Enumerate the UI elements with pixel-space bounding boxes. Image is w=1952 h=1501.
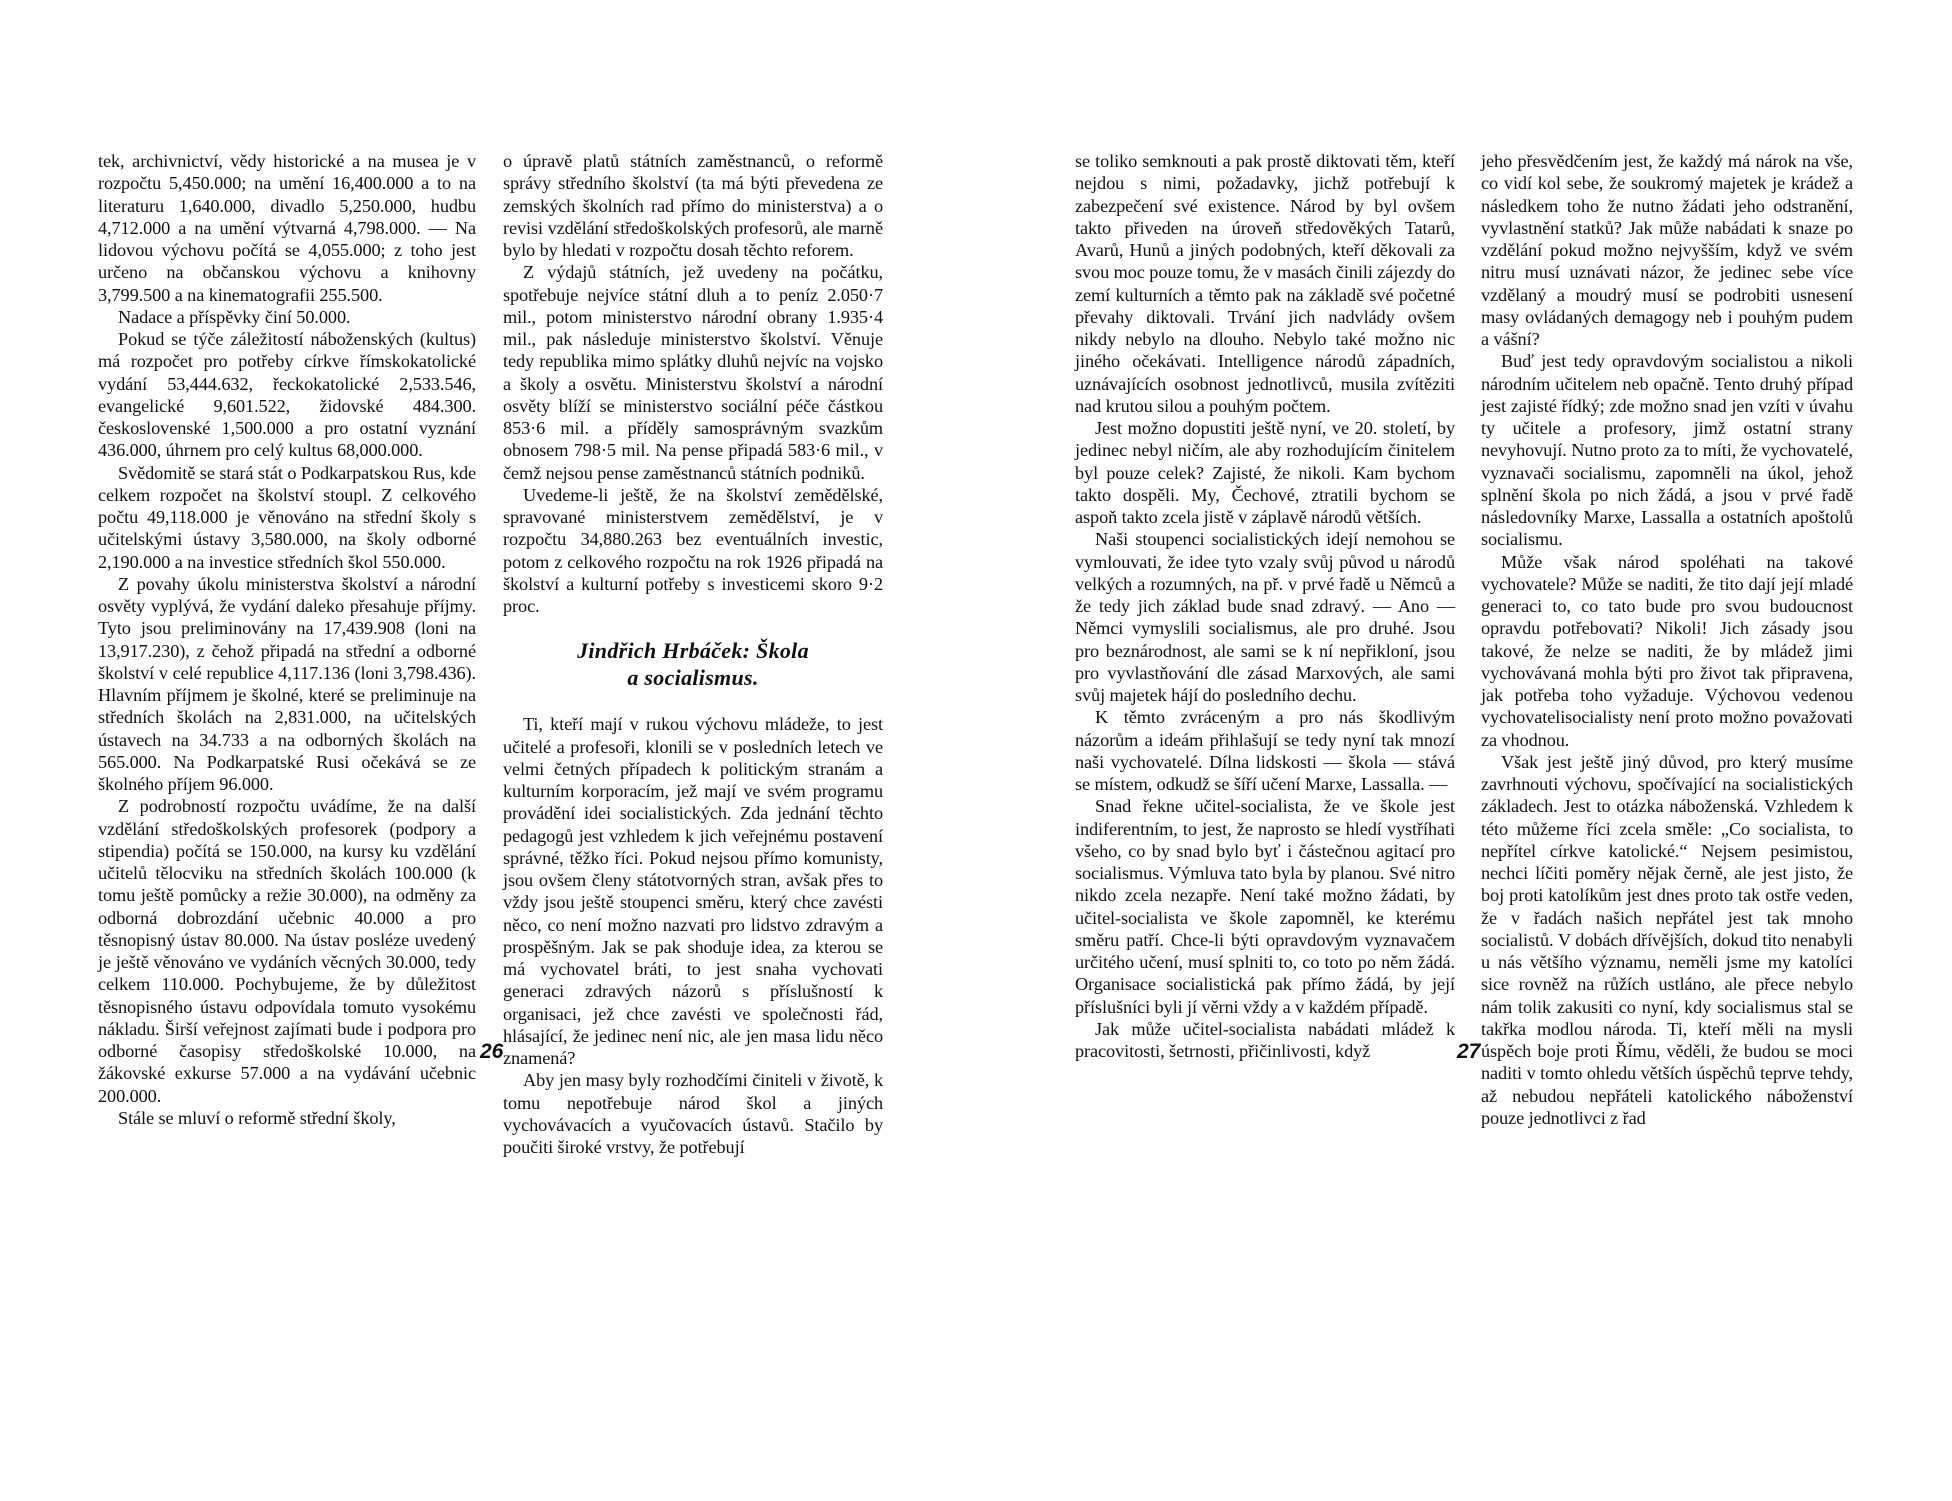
paragraph: Pokud se týče záležitostí náboženských (kultus) má rozpočet pro potřeby církve římskokatolické vydání 53,444.632, řeckokatolické 2,533.546, evangelické 9,601.522, židovské 484.300. československé 1,500.000 a pro ostatní vyznání 436.000, úhrnem pro celý kultus 68,000.000. xyxy=(98,329,476,461)
right-page xyxy=(976,0,1952,1501)
paragraph: o úpravě platů státních zaměstnanců, o reformě správy středního školství (ta má býti převedena ze zemských školních rad přímo do ministerstva) a o revisi vzdělání středoškolských profesorů, ale marně bylo by hledati v rozpočtu dosah těchto reforem. xyxy=(503,151,883,260)
paragraph: K těmto zvráceným a pro nás škodlivým názorům a ideám přihlašují se tedy nyní tak mnozí naši vychovatelé. Dílna lidskosti — škola — stává se místem, odkudž se šíří učení Marxe, Lassalla. — xyxy=(1075,707,1455,794)
right-page-column-2 xyxy=(1481,150,1853,1129)
left-page-column-2 xyxy=(503,150,883,1158)
article-title xyxy=(503,637,883,691)
left-page-column-1 xyxy=(98,150,476,1129)
paragraph: se toliko semknouti a pak prostě diktovati těm, kteří nejdou s nimi, požadavky, jichž potřebují k zabezpečení své existence. Národ by byl ovšem takto přiveden na úroveň středověkých Tatarů, Avarů, Hunů a jiných podobných, kteří děkovali za svou moc pouze tomu, že v masách činili zájezdy do zemí kulturních a těmto pak na základě své početné převahy diktovali. Trvání jich nadvlády ovšem nikdy nebylo na dlouho. Nebylo také možno nic jiného očekávati. Intelligence národů západních, uznávajících osobnost jednotlivců, musila zvítěziti nad krutou silou a pouhým počtem. xyxy=(1075,151,1455,416)
paragraph: Z povahy úkolu ministerstva školství a národní osvěty vyplývá, že vydání daleko přesahuje příjmy. Tyto jsou preliminovány na 17,439.908 (loni na 13,917.230), z čehož připadá na střední a odborné školství v celé republice 4,117.136 (loni 3,798.436). Hlavním příjmem je školné, které se preliminuje na středních školách na 2,831.000, na učitelských ústavech na 34.733 a na odborných školách na 565.000. Na Podkarpatské Rusi očekává se ze školného příjem 96.000. xyxy=(98,573,476,794)
paragraph: Aby jen masy byly rozhodčími činiteli v životě, k tomu nepotřebuje národ škol a jiných vychovávacích a vyučovacích ústavů. Stačilo by poučiti široké vrstvy, že potřebují xyxy=(503,1070,883,1157)
paragraph: Ti, kteří mají v rukou výchovu mládeže, to jest učitelé a profesoři, klonili se v posledních letech ve velmi četných případech k politickým stranám a kulturním korporacím, jež mají ve svém programu provádění idei socialistických. Zda jednání těchto pedagogů jest vzhledem k jich veřejnému postavení správné, těžko říci. Pokud nejsou přímo komunisty, jsou ovšem členy státotvorných stran, avšak přes to vždy jsou ještě stoupenci směru, který chce zavésti něco, co není možno nazvati pro lidstvo zdravým a prospěšným. Jak se pak shoduje idea, za kterou se má vychovatel bráti, to jest snaha vychovati generaci zdravých názorů s příslušností k organisaci, jež chce zavésti ve společnosti řád, hlásající, že jedinec není nic, ale jen masa lidu něco znamená? xyxy=(503,714,883,1068)
paragraph: Však jest ještě jiný důvod, pro který musíme zavrhnouti výchovu, spočívající na socialistických základech. Jest to otázka náboženská. Vzhledem k této můžeme říci zcela směle: „Co socialista, to nepřítel církve katolické.“ Nejsem pesimistou, nechci líčiti poměry nějak černě, ale jest jisto, že boj proti katolíkům jest dnes proto tak ostře veden, že v řadách našich nepřátel jest tak mnoho socialistů. V dobách dřívějších, dokud tito nenabyli u nás většího významu, neměli jsme my katolíci sice rovněž na růžích ustláno, ale přece nebylo nám tolik zakusiti co nyní, kdy socialismus stal se takřka modlou národa. Ti, kteří měli na mysli úspěch boje proti Římu, věděli, že budou se moci naditi v tomto ohledu větších úspěchů teprve tehdy, až nebudou nepřáteli katolického náboženství pouze jednotlivci z řad xyxy=(1481,751,1853,1128)
paragraph: jeho přesvědčením jest, že každý má nárok na vše, co vidí kol sebe, že soukromý majetek je krádež a následkem toho že nutno žádati jeho odstranění, vyvlastnění statků? Jak může nabádati k snaze po vzdělání pokud možno nejvyšším, když ve svém nitru musí uznávati názor, že jedinec sebe více vzdělaný a moudrý musí se podrobiti usnesení masy ovládaných demagogy neb i pouhým pudem a vášní? xyxy=(1481,151,1853,349)
paragraph: Jak může učitel-socialista nabádati mládež k pracovitosti, šetrnosti, přičinlivosti, když xyxy=(1075,1018,1455,1061)
article-title-line-1: Jindřich Hrbáček: Škola xyxy=(577,638,809,664)
paragraph: Nadace a příspěvky činí 50.000. xyxy=(118,306,351,327)
right-page-column-1 xyxy=(1075,150,1455,1062)
paragraph: Snad řekne učitel-socialista, že ve škole jest indiferentním, to jest, že naprosto se hledí vystříhati všeho, co by snad bylo byť i částečnou agitací pro socialismus. Výmluva tato byla by planou. Své nitro nikdo zcela nezapře. Není také možno žádati, by učitel-socialista ve škole zapomněl, ke kterému směru patří. Chce-li býti opravdovým vyznavačem určitého učení, musí splniti to, co toto po něm žádá. Organisace socialistická pak přímo žádá, by její příslušníci byli jí věrni vždy a v každém případě. xyxy=(1075,796,1455,1017)
paragraph: tek, archivnictví, vědy historické a na musea je v rozpočtu 5,450.000; na umění 16,400.000 a to na literaturu 1,640.000, divadlo 5,250.000, hudbu 4,712.000 a na umění výtvarná 4,798.000. — Na lidovou výchovu počítá se 4,055.000; z toho jest určeno na občanskou výchovu a knihovny 3,799.500 a na kinematografii 255.500. xyxy=(98,151,476,305)
paragraph: Z výdajů státních, jež uvedeny na počátku, spotřebuje nejvíce státní dluh a to peníz 2.050·7 mil., potom ministerstvo národní obrany 1.935·4 mil., pak následuje ministerstvo školství. Věnuje tedy republika mimo splátky dluhů nejvíc na vojsko a školy a osvětu. Ministerstvu školství a národní osvěty blíží se ministerstvo sociální péče částkou 853·6 mil. a příděly samosprávným svazkům obnosem 798·5 mil. Na pense připadá 583·6 mil., v čemž nejsou pense zaměstnanců státních podniků. xyxy=(503,262,883,483)
paragraph: Jest možno dopustiti ještě nyní, ve 20. století, by jedinec nebyl ničím, ale aby rozhodujícím činitelem byl pouze celek? Zajisté, že nikoli. Kam bychom takto dospěli. My, Čechové, ztratili bychom se aspoň takto zcela jistě v záplavě národů větších. xyxy=(1075,418,1455,527)
paragraph: Stále se mluví o reformě střední školy, xyxy=(118,1107,396,1128)
paragraph: Může však národ spoléhati na takové vychovatele? Může se naditi, že tito dají její mladé generaci to, co tato bude pro svou budoucnost opravdu potřebovati? Nikoli! Jich zásady jsou takové, že nelze se naditi, že by mládež jimi vychovávaná mohla býti pro život tak připravena, jak potřeba toho vyžaduje. Výchovou vedenou vychovatelisocialisty není proto možno považovati za vhodnou. xyxy=(1481,551,1853,750)
paragraph: Buď jest tedy opravdovým socialistou a nikoli národním učitelem neb opačně. Tento druhý případ jest zajisté řídký; zde možno snad jen vzíti v úvahu ty učitele a profesory, jimž ostatní strany nevyhovují. Nutno proto za to míti, že vychovatelé, vyznavači socialismu, zapomněli na úkol, jehož splnění škola po nich žádá, a jsou v prvé řadě následovníky Marxe, Lassalla a ostatních apoštolů socialismu. xyxy=(1481,351,1853,550)
article-title-line-2: a socialismus. xyxy=(627,665,759,691)
paragraph: Svědomitě se stará stát o Podkarpatskou Rus, kde celkem rozpočet na školství stoupl. Z celkového počtu 49,118.000 je věnováno na střední školy s učitelskými ústavy 3,580.000, na školy odborné 2,190.000 a na investice středních škol 550.000. xyxy=(98,462,476,572)
paragraph: Naši stoupenci socialistických idejí nemohou se vymlouvati, že idee tyto vzaly svůj původ u národů velkých a rozumných, na př. v prvé řadě u Němců a že tedy jich základ bude snad zdravý. — Ano — Němci vymyslili socialismus, ale pro druhé. Jsou pro beznárodnost, ale sami se k ní nepřikloní, jsou pro vyvlastňování dle zásad Marxových, ale sami svůj majetek hájí do posledního dechu. xyxy=(1075,529,1455,705)
page-number: 26 xyxy=(480,1040,504,1063)
page-number: 27 xyxy=(1457,1040,1481,1063)
paragraph: Z podrobností rozpočtu uvádíme, že na další vzdělání středoškolských profesorek (podpory a stipendia) počítá se 150.000, na kursy ku vzdělání učitelů tělocviku na středních školách 100.000 (k tomu ještě pomůcky a režie 30.000), na odměny za odborná dobrozdání učebnic 40.000 a pro těsnopisný ústav 80.000. Na ústav posléze uvedený je ještě věnováno ve vydáních věcných 30.000, tedy celkem 110.000. Pochybujeme, že by důležitost těsnopisného ústavu odpovídala tomuto vysokému nákladu. Širší veřejnost zajímati bude i podpora pro odborné časopisy středoškolské 10.000, na žákovské exkurse 57.000 a na vydávání učebnic 200.000. xyxy=(98,796,476,1106)
paragraph: Uvedeme-li ještě, že na školství zemědělské, spravované ministerstvem zemědělství, je v rozpočtu 34,880.263 bez eventuálních investic, potom z celkového rozpočtu na rok 1926 připadá na školství a kulturní potřeby s investicemi skoro 9·2 proc. xyxy=(503,484,883,616)
